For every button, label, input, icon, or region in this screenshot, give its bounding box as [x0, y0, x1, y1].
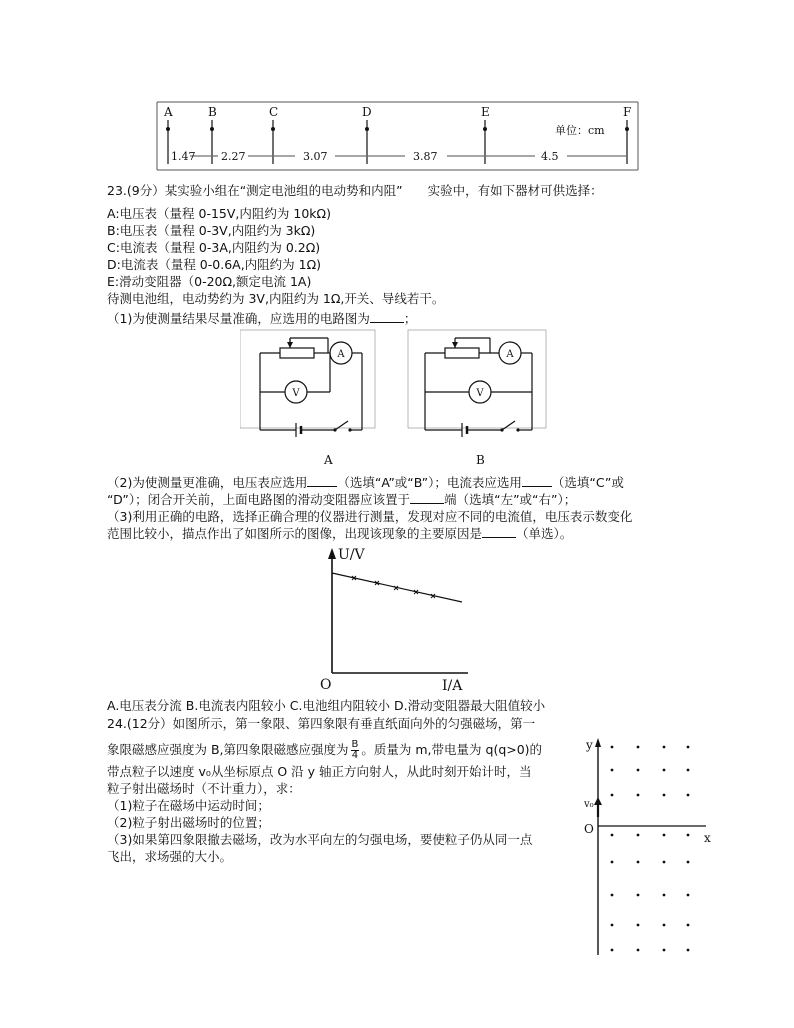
q23-option-e: E:滑动变阻器（0-20Ω,额定电流 1A) [107, 274, 312, 289]
voltmeter-label: V [292, 388, 300, 399]
q23-part3-text-b: （单选）。 [516, 526, 573, 541]
q23-part3-line1: （3)利用正确的电路，选择正确合理的仪器进行测量，发现对应不同的电流值，电压表示数变化 [107, 509, 633, 524]
u-i-graph [318, 545, 478, 693]
q24-sub1: （1)粒子在磁场中运动时间； [107, 798, 270, 813]
q23-header: 23.(9分）某实验小组在“测定电池组的电动势和内阻” 实验中，有如下器材可供选择： [107, 183, 603, 198]
field-dot [637, 834, 640, 837]
q23-part2-text-c: （选填“C”或 [551, 475, 624, 490]
q24-line3: 带点粒子以速度 v₀从坐标原点 O 沿 y 轴正方向射人，从此时刻开始计时，当 [107, 764, 532, 779]
field-dot [637, 746, 640, 749]
field-dot [687, 949, 690, 952]
circuit-b [408, 330, 546, 437]
q24-line4: 粒子射出磁场时（不计重力），求： [107, 781, 301, 796]
answer-blank [482, 525, 516, 538]
field-dot [663, 949, 666, 952]
tape-point-label: A [164, 105, 173, 119]
fig-x-label: x [704, 831, 711, 845]
field-dot [663, 769, 666, 772]
answer-blank [307, 474, 337, 487]
circuit-b-label: B [476, 453, 485, 467]
field-dot [687, 834, 690, 837]
q23-part1 [107, 310, 416, 327]
field-dot [663, 924, 666, 927]
ammeter-label: A [506, 349, 514, 360]
voltmeter-label: V [476, 388, 484, 399]
fraction-denominator: 4 [351, 750, 359, 761]
tape-point-label: C [269, 105, 279, 119]
tape-point-label: E [481, 105, 490, 119]
tape-segment-value: 3.07 [303, 150, 328, 163]
tape-segment-value: 3.87 [413, 150, 438, 163]
q24-line2-text-a: 象限磁感应强度为 B,第四象限磁感应强度为 [107, 742, 349, 757]
q23-option-c: C:电流表（量程 0-3A,内阻约为 0.2Ω) [107, 240, 321, 255]
q23-part2-text-a: （2)为使测量更准确，电压表应选用 [107, 475, 308, 490]
field-dot [637, 794, 640, 797]
fig-y-label: y [586, 738, 593, 752]
field-dot [611, 834, 614, 837]
magnetic-field-figure [582, 735, 722, 960]
field-dot [663, 861, 666, 864]
field-dot [611, 794, 614, 797]
tape-unit: 单位：cm [555, 124, 605, 137]
q23-part3-text-a: 范围比较小，描点作出了如图所示的图像，出现该现象的主要原因是 [107, 526, 483, 541]
q23-part2-line1 [107, 474, 624, 491]
field-dot [611, 746, 614, 749]
field-dot [637, 924, 640, 927]
tape-segment-value: 4.5 [541, 150, 559, 163]
tape-segment-value: 1.47 [171, 150, 196, 163]
q23-battery: 待测电池组，电动势约为 3V,内阻约为 1Ω,开关、导线若干。 [107, 291, 445, 306]
q23-choices: A.电压表分流 B.电流表内阻较小 C.电池组内阻较小 D.滑动变阻器最大阻值较小 [107, 698, 546, 713]
answer-blank [370, 310, 404, 323]
graph-origin: O [320, 677, 332, 693]
q24-line2 [107, 740, 542, 761]
field-dot [611, 949, 614, 952]
field-dot [663, 794, 666, 797]
q23-part2-text-b: （选填“A”或“B”）；电流表应选用 [337, 475, 522, 490]
answer-blank [410, 491, 444, 504]
q23-part2-text-d: “D”）；闭合开关前，上面电路图的滑动变阻器应该置于 [107, 492, 411, 507]
q23-part2-line2 [107, 491, 576, 508]
fig-origin-label: O [584, 822, 594, 836]
field-dot [687, 769, 690, 772]
q23-part1-text: （1)为使测量结果尽量准确，应选用的电路图为 [107, 311, 370, 326]
q23-option-d: D:电流表（量程 0-0.6A,内阻约为 1Ω) [107, 257, 322, 272]
q24-sub2: （2)粒子射出磁场时的位置； [107, 815, 270, 830]
field-dot [637, 769, 640, 772]
ticker-tape-figure [155, 100, 640, 172]
q23-part2-text-e: 端（选填“左”或“右”）； [444, 492, 577, 507]
field-dot [663, 746, 666, 749]
tape-segment-value: 2.27 [221, 150, 246, 163]
field-dot [637, 949, 640, 952]
field-dot [637, 861, 640, 864]
q24-sub3: （3)如果第四象限撤去磁场，改为水平向左的匀强电场，要使粒子仍从同一点 [107, 832, 533, 847]
circuit-a [240, 330, 375, 437]
q23-option-b: B:电压表（量程 0-3V,内阻约为 3kΩ) [107, 223, 316, 238]
ammeter-label: A [337, 349, 345, 360]
answer-blank [522, 474, 552, 487]
field-dot [611, 769, 614, 772]
field-dot [687, 924, 690, 927]
fig-v0-label: v₀ [584, 799, 594, 810]
q23-part1-end: ； [403, 311, 417, 326]
field-dot [663, 834, 666, 837]
fraction-numerator: B [351, 739, 359, 750]
fraction-b-over-4 [351, 740, 360, 761]
field-dot [637, 894, 640, 897]
field-dot [687, 894, 690, 897]
circuit-a-label: A [324, 453, 333, 467]
q24-sub4: 飞出，求场强的大小。 [107, 849, 233, 864]
q23-part3-line2 [107, 525, 572, 542]
tape-point-label: D [362, 105, 372, 119]
field-dot [687, 746, 690, 749]
q23-option-a: A:电压表（量程 0-15V,内阻约为 10kΩ) [107, 206, 331, 221]
field-dot [663, 894, 666, 897]
field-dot [687, 794, 690, 797]
field-dot [687, 861, 690, 864]
field-dot [611, 894, 614, 897]
q24-line1: 24.(12分）如图所示，第一象限、第四象限有垂直纸面向外的匀强磁场，第一 [107, 716, 536, 731]
field-dot [611, 861, 614, 864]
graph-xlabel: I/A [442, 678, 463, 693]
tape-point-label: B [208, 105, 217, 119]
tape-point-label: F [623, 105, 632, 119]
graph-ylabel: U/V [338, 547, 365, 563]
circuit-diagrams [240, 328, 560, 470]
field-dot [611, 924, 614, 927]
q24-line2-text-b: 。质量为 m,带电量为 q(q>0)的 [361, 742, 543, 757]
